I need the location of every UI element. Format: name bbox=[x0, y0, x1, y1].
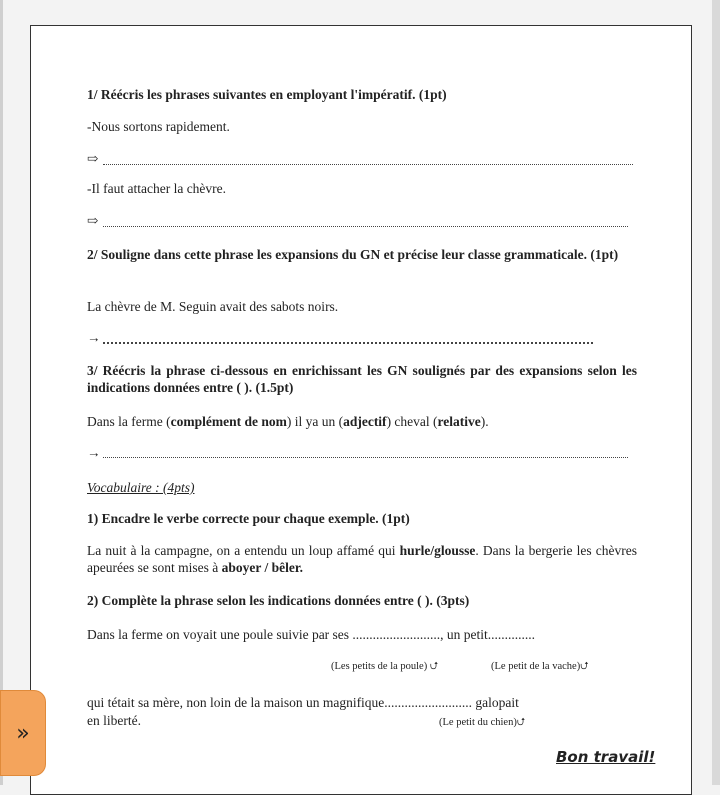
choice-hurle-glousse[interactable]: hurle/glousse bbox=[399, 543, 476, 558]
arrow-icon: ⇨ bbox=[87, 213, 99, 228]
exercise1-sentence1: -Nous sortons rapidement. bbox=[87, 119, 230, 134]
left-edge bbox=[0, 0, 3, 785]
exercise3-title: 3/ Réécris la phrase ci-dessous en enrichissant les GN soulignés par des expansions selon les indications données entre ( ). (1.5pt) bbox=[87, 363, 637, 395]
vocab-q2-line2[interactable]: qui tétait sa mère, non loin de la maison un magnifique.......................... galopait bbox=[87, 695, 519, 710]
bold-text: complément de nom bbox=[170, 414, 287, 429]
exercise1-sentence2: -Il faut attacher la chèvre. bbox=[87, 181, 227, 196]
answer-dots-3 bbox=[103, 342, 593, 344]
vocabulary-heading: Vocabulaire : (4pts) bbox=[87, 480, 195, 495]
answer-dots-1 bbox=[103, 164, 633, 165]
scrollbar-track[interactable] bbox=[712, 0, 720, 785]
choice-aboyer-beler[interactable]: aboyer / bêler. bbox=[221, 560, 303, 575]
exercise1-title: 1/ Réécris les phrases suivantes en employant l'impératif. (1pt) bbox=[87, 87, 447, 102]
text: La nuit à la campagne, on a entendu un loup affamé qui bbox=[87, 543, 400, 558]
exercise3-sentence bbox=[87, 413, 637, 430]
worksheet-page bbox=[30, 25, 692, 795]
arrow-icon: → bbox=[87, 445, 101, 460]
bold-text: relative bbox=[437, 414, 481, 429]
vocab-q2-line3: en liberté. bbox=[87, 713, 141, 728]
hint-petit-vache: (Le petit de la vache)⮍ bbox=[491, 661, 589, 672]
answer-dots-2 bbox=[103, 226, 628, 227]
arrow-icon: ⇨ bbox=[87, 151, 99, 166]
exercise2-title: 2/ Souligne dans cette phrase les expansions du GN et précise leur classe grammaticale. (1pt) bbox=[87, 247, 619, 262]
text: ) cheval ( bbox=[386, 414, 438, 429]
vocab-q2-line1[interactable]: Dans la ferme on voyait une poule suivie par ses .........................., un petit.............. bbox=[87, 627, 536, 642]
vocab-q1-text bbox=[87, 542, 637, 576]
signature-text: Bon travail! bbox=[556, 748, 656, 766]
answer-dots-4 bbox=[103, 457, 628, 458]
vocab-q2-title: 2) Complète la phrase selon les indications données entre ( ). (3pts) bbox=[87, 593, 470, 608]
arrow-icon: → bbox=[87, 330, 101, 345]
text: Dans la ferme ( bbox=[87, 414, 171, 429]
answer-line-4[interactable] bbox=[87, 444, 637, 461]
hint-petit-chien: (Le petit du chien)⮍ bbox=[439, 717, 526, 728]
exercise2-sentence: La chèvre de M. Seguin avait des sabots noirs. bbox=[87, 299, 339, 314]
text: . Dans la bergerie les chèvres apeurées se sont mises à bbox=[87, 543, 637, 575]
hint-petits-poule: (Les petits de la poule) ⮍ bbox=[331, 661, 439, 672]
text: ). bbox=[480, 414, 489, 429]
double-chevron-right-icon: » bbox=[16, 720, 30, 746]
vocab-q1-title: 1) Encadre le verbe correcte pour chaque exemple. (1pt) bbox=[87, 511, 410, 526]
text: ) il ya un ( bbox=[286, 414, 344, 429]
expand-panel-button[interactable] bbox=[0, 690, 46, 776]
bold-text: adjectif bbox=[343, 414, 387, 429]
